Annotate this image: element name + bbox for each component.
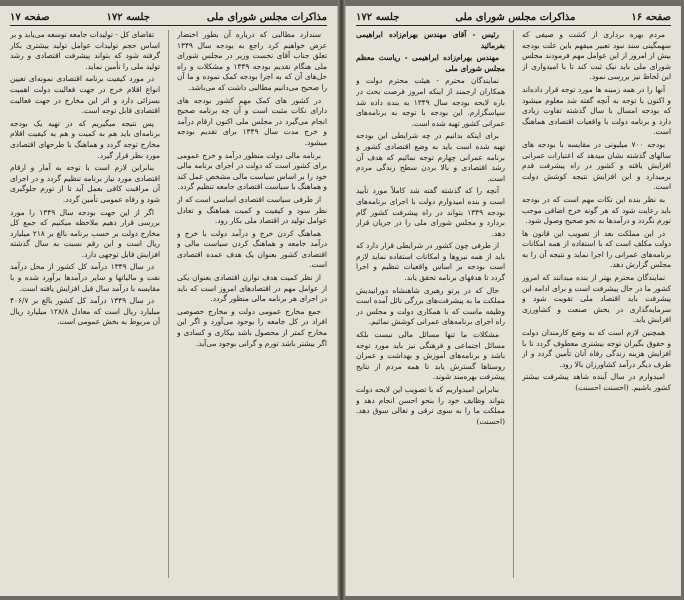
paragraph: امیدوارم در سال آینده شاهد پیشرفت بیشتر کشور باشیم. (احسنت احسنت) [522,372,671,392]
paragraph: سندارد مطالبی که درباره آن بطور اختصار عرض خواهیم کرد راجع به بودجه سال ۱۳۴۹ تعلق جناب آقای نخست وزیر در مجلس شورای ملی هنگام تقدیم بودجه ۱۳۴۹ و مشکلات و راه حل‌های آن که به اجرا بودجه کمک نموده و ما آن را صحیح می‌دانیم مطالبی داشت که می‌باشد. [177,30,327,92]
paragraph: اگر از این جهت بودجه سال ۱۳۴۹ را مورد بررسی قرار دهیم ملاحظه میکنیم که جمع کل مخارج دولت بر حسب برنامه بالغ بر ۲۱۸ میلیارد ریال است و این رقم نسبت به سال گذشته افزایش قابل توجهی دارد. [10,207,160,259]
right-page-columns [356,30,671,578]
paragraph: از نظر کمیت هدف توازن اقتصادی بعنوان یکی از عوامل مهم در اقتصادهای امروز است که باید در اجرای هر برنامه مالی منظور گردد. [177,273,327,304]
paragraph: بودجه ۷۰۰ میلیونی در مقایسه با بودجه های سالهای گذشته نشان میدهد که اعتبارات عمرانی افزایش یافته و کشور در راه پیشرفت قدم برمیدارد و این افزایش نتیجه کوشش دولت است. [522,139,671,192]
paragraph: هماهنگ کردن خرج و درآمد دولت با خرج و درآمد جامعه و هماهنگ کردن سیاست مالی و اقتصادی کشور بعنوان یک هدف عمده اقتصادی است. [177,228,327,270]
book-gutter [338,0,345,600]
column-divider [168,30,169,578]
column-divider [513,30,514,578]
paragraph: برنامه مالی دولت منظور درآمد و خرج عمومی برای کشور است که دولت در اجرای برنامه مالی خود را بر اساس سیاست مالی مشخص عمل کند و هماهنگ با سیاست اقتصادی جامعه تنظیم گردد. [177,150,327,192]
paragraph: از طرفی سیاست اقتصادی اساسی است که از نظر سود و کیفیت و کمیت هماهنگ و تعادل عوامل تولید در اقتصاد ملی بکار رود. [177,194,327,226]
paragraph: حال که در پرتو رهبری شاهنشاه دورانیدیش مملکت ما به پیشرفت‌های بزرگی نائل آمده است وظیفه ماست که با همکاری دولت و مجلس در راه اجرای برنامه‌های عمرانی کوشش نمائیم. [356,285,505,327]
left-journal-title: مذاکرات مجلس شورای ملی [206,12,327,23]
paragraph: همچنین لازم است که به وضع کارمندان دولت و حقوق بگیران توجه بیشتری معطوف گردد تا با افزایش هزینه زندگی رفاه آنان تأمین گردد و از طرف دیگر درآمد کشاورزان بالا رود. [522,328,671,369]
left-page-columns [10,30,327,578]
right-page-header [356,12,671,26]
left-page-column-left [10,30,160,578]
left-page-column-right [177,30,327,578]
left-session-label: جلسه ۱۷۲ [106,12,150,23]
paragraph: تقاضای کل - تولیدات جامعه توسعه می‌یابد و بر اساس حجم تولیدات عوامل تولید بیشتری بکار گرفته شود که بتواند پیشرفت اقتصادی و رشد تولید ملی را تأمین نماید. [10,30,160,71]
paragraph: پس نتیجه میگیریم که در تهیه یک بودجه برنامه‌ای باید هم به کمیت و هم به کیفیت اقلام مخارج توجه گردد و هماهنگ با طرحهای اقتصادی مورد نظر قرار گیرد. [10,118,160,160]
paragraph: نمایندگان محترم بهتر از بنده میدانند که امروز کشور ما در حال پیشرفت است و برای ادامه این پیشرفت باید اقتصاد ملی تقویت شود و سرمایه‌گذاری در بخش صنعت و کشاورزی افزایش یابد. [522,273,671,325]
right-session-label: جلسه ۱۷۲ [356,12,400,23]
paragraph: در این مملکت بعد از تصویب این قانون ها دولت مکلف است که با استفاده از همه امکانات برنامه‌های عمرانی را اجرا نماید و نتیجه آن را به مجلس گزارش دهد. [522,228,671,270]
left-page-number: صفحه ۱۷ [10,12,50,23]
paragraph: در سال ۱۳۴۹ درآمد کل کشور بالغ بر ۴۰۶/۷ میلیارد ریال است که معادل ۱۲۸/۸ میلیارد ریال آن مربوط به بخش عمومی است. [10,296,160,327]
left-page-header [10,12,327,26]
right-page-column-left [356,30,505,578]
paragraph: در سال ۱۳۴۹ درآمد کل کشور از محل درآمد نفت و مالیاتها و سایر درآمدها برآورد شده و با مقایسه با درآمد سال قبل افزایش یافته است. [10,262,160,293]
paragraph: نمایندگان محترم - هیئت محترم دولت و همکاران ارجمند از اینکه امروز فرصت بحث در باره لایحه بودجه سال ۱۳۴۹ به بنده داده شد سپاسگزارم. این بودجه با توجه به برنامه‌های عمرانی کشور تهیه شده است. [356,76,505,128]
paragraph: مشکلات ما تنها مسائل مالی نیست بلکه مسائل اجتماعی و فرهنگی نیز باید مورد توجه باشد و برنامه‌های آموزش و بهداشت و عمران روستاها گسترش یابد تا همه مردم از نتایج پیشرفت بهره‌مند شوند. [356,330,505,382]
right-page-column-right [522,30,671,578]
right-page-number: صفحه ۱۶ [631,12,671,23]
paragraph: به نظر بنده این نکات مهم است که در بودجه باید رعایت شود که هر گونه خرج اضافی موجب تورم نگردد و درآمدها به نحو صحیح وصول شود. [522,194,671,226]
paragraph: مردم بهره برداری از کشت و صیفی که سهمگینی سند نبود تعبیر میفهم باین علت بودجه بیش از امروز از این عوامل مهم فرمودند مجلس شورای ملی باید نیک ثبت کند تا با امیدواری از این لحاظ نیز بررسی نمود. [522,30,671,82]
right-page [345,6,681,596]
paragraph: بنابراین امیدواریم که با تصویب این لایحه دولت بتواند وظایف خود را بنحو احسن انجام دهد و مملکت ما را به سوی ترقی و تعالی سوق دهد. (احسنت) [356,385,505,426]
paragraph: جمع مخارج عمومی دولت و مخارج خصوصی افراد در کل جامعه را بوجود می‌آورد و اگر این مخارج کمتر از محصول باشد بیکاری و کسادی و اگر بیشتر باشد تورم و گرانی بوجود می‌آید. [177,306,327,348]
paragraph: بنابراین لازم است با توجه به آمار و ارقام اقتصادی مورد نیاز برنامه تنظیم گردد و در اجرای آن مراقبت کافی بعمل آید تا از تورم جلوگیری شود و رفاه عمومی تأمین گردد. [10,163,160,204]
paragraph: برای اینکه بدانیم در چه شرایطی این بودجه تهیه شده است باید به وضع اقتصادی کشور و برنامه عمرانی چهارم توجه نمائیم که هدف آن رشد اقتصادی و بالا بردن سطح زندگی مردم است. [356,131,505,183]
left-page [0,6,338,596]
paragraph: آنها را در همه زمینه ها مورد توجه قرار داده‌اند و اکنون با توجه به آنچه گفته شد معلوم میشود که بودجه امسال با سال گذشته تفاوت زیادی دارد و برنامه دولت با واقعیات اقتصادی هماهنگ است. [522,84,671,137]
paragraph: در کشور های کمک مهم کشور بودجه های دارای نکات مثبت است و آن ‌چه برنامه صحیح انجام می‌گیرد در مجلس ملی اکنون ارقام درآمد و خرج مدت سال ۱۳۴۹ برای تقدیم بودجه میشود. [177,95,327,147]
paragraph: از طرفی چون کشور در شرایطی قرار دارد که باید از همه نیروها و امکانات استفاده نماید لازم است بودجه بر اساس واقعیات تنظیم و اجرا گردد تا هدفهای برنامه تحقق یابد. [356,241,505,283]
speaker-line: مهندس بهرام‌زاده ابراهیمی - ریاست معظم مجلس شورای ملی [356,53,505,73]
paragraph: آنچه را که گذشته گفته شد کاملاً مورد تأیید است و بنده امیدوارم دولت با اجرای برنامه‌های بودجه ۱۳۴۹ بتواند در راه پیشرفت کشور گام بردارد و مجلس شورای ملی را در جریان قرار دهد. [356,186,505,238]
speaker-line: رئیس - آقای مهندس بهرام‌زاده ابراهیمی بفرمائید [356,30,505,50]
paragraph: در مورد کیفیت برنامه اقتصادی نمونه‌ای تعیین انواع اقلام خرج در جهت فعالیت دولت اهمیت بسزائی دارد و اثر این مخارج در جهت فعالیت اقتصادی قابل توجه است. [10,74,160,116]
right-journal-title: مذاکرات مجلس شورای ملی [455,12,576,23]
